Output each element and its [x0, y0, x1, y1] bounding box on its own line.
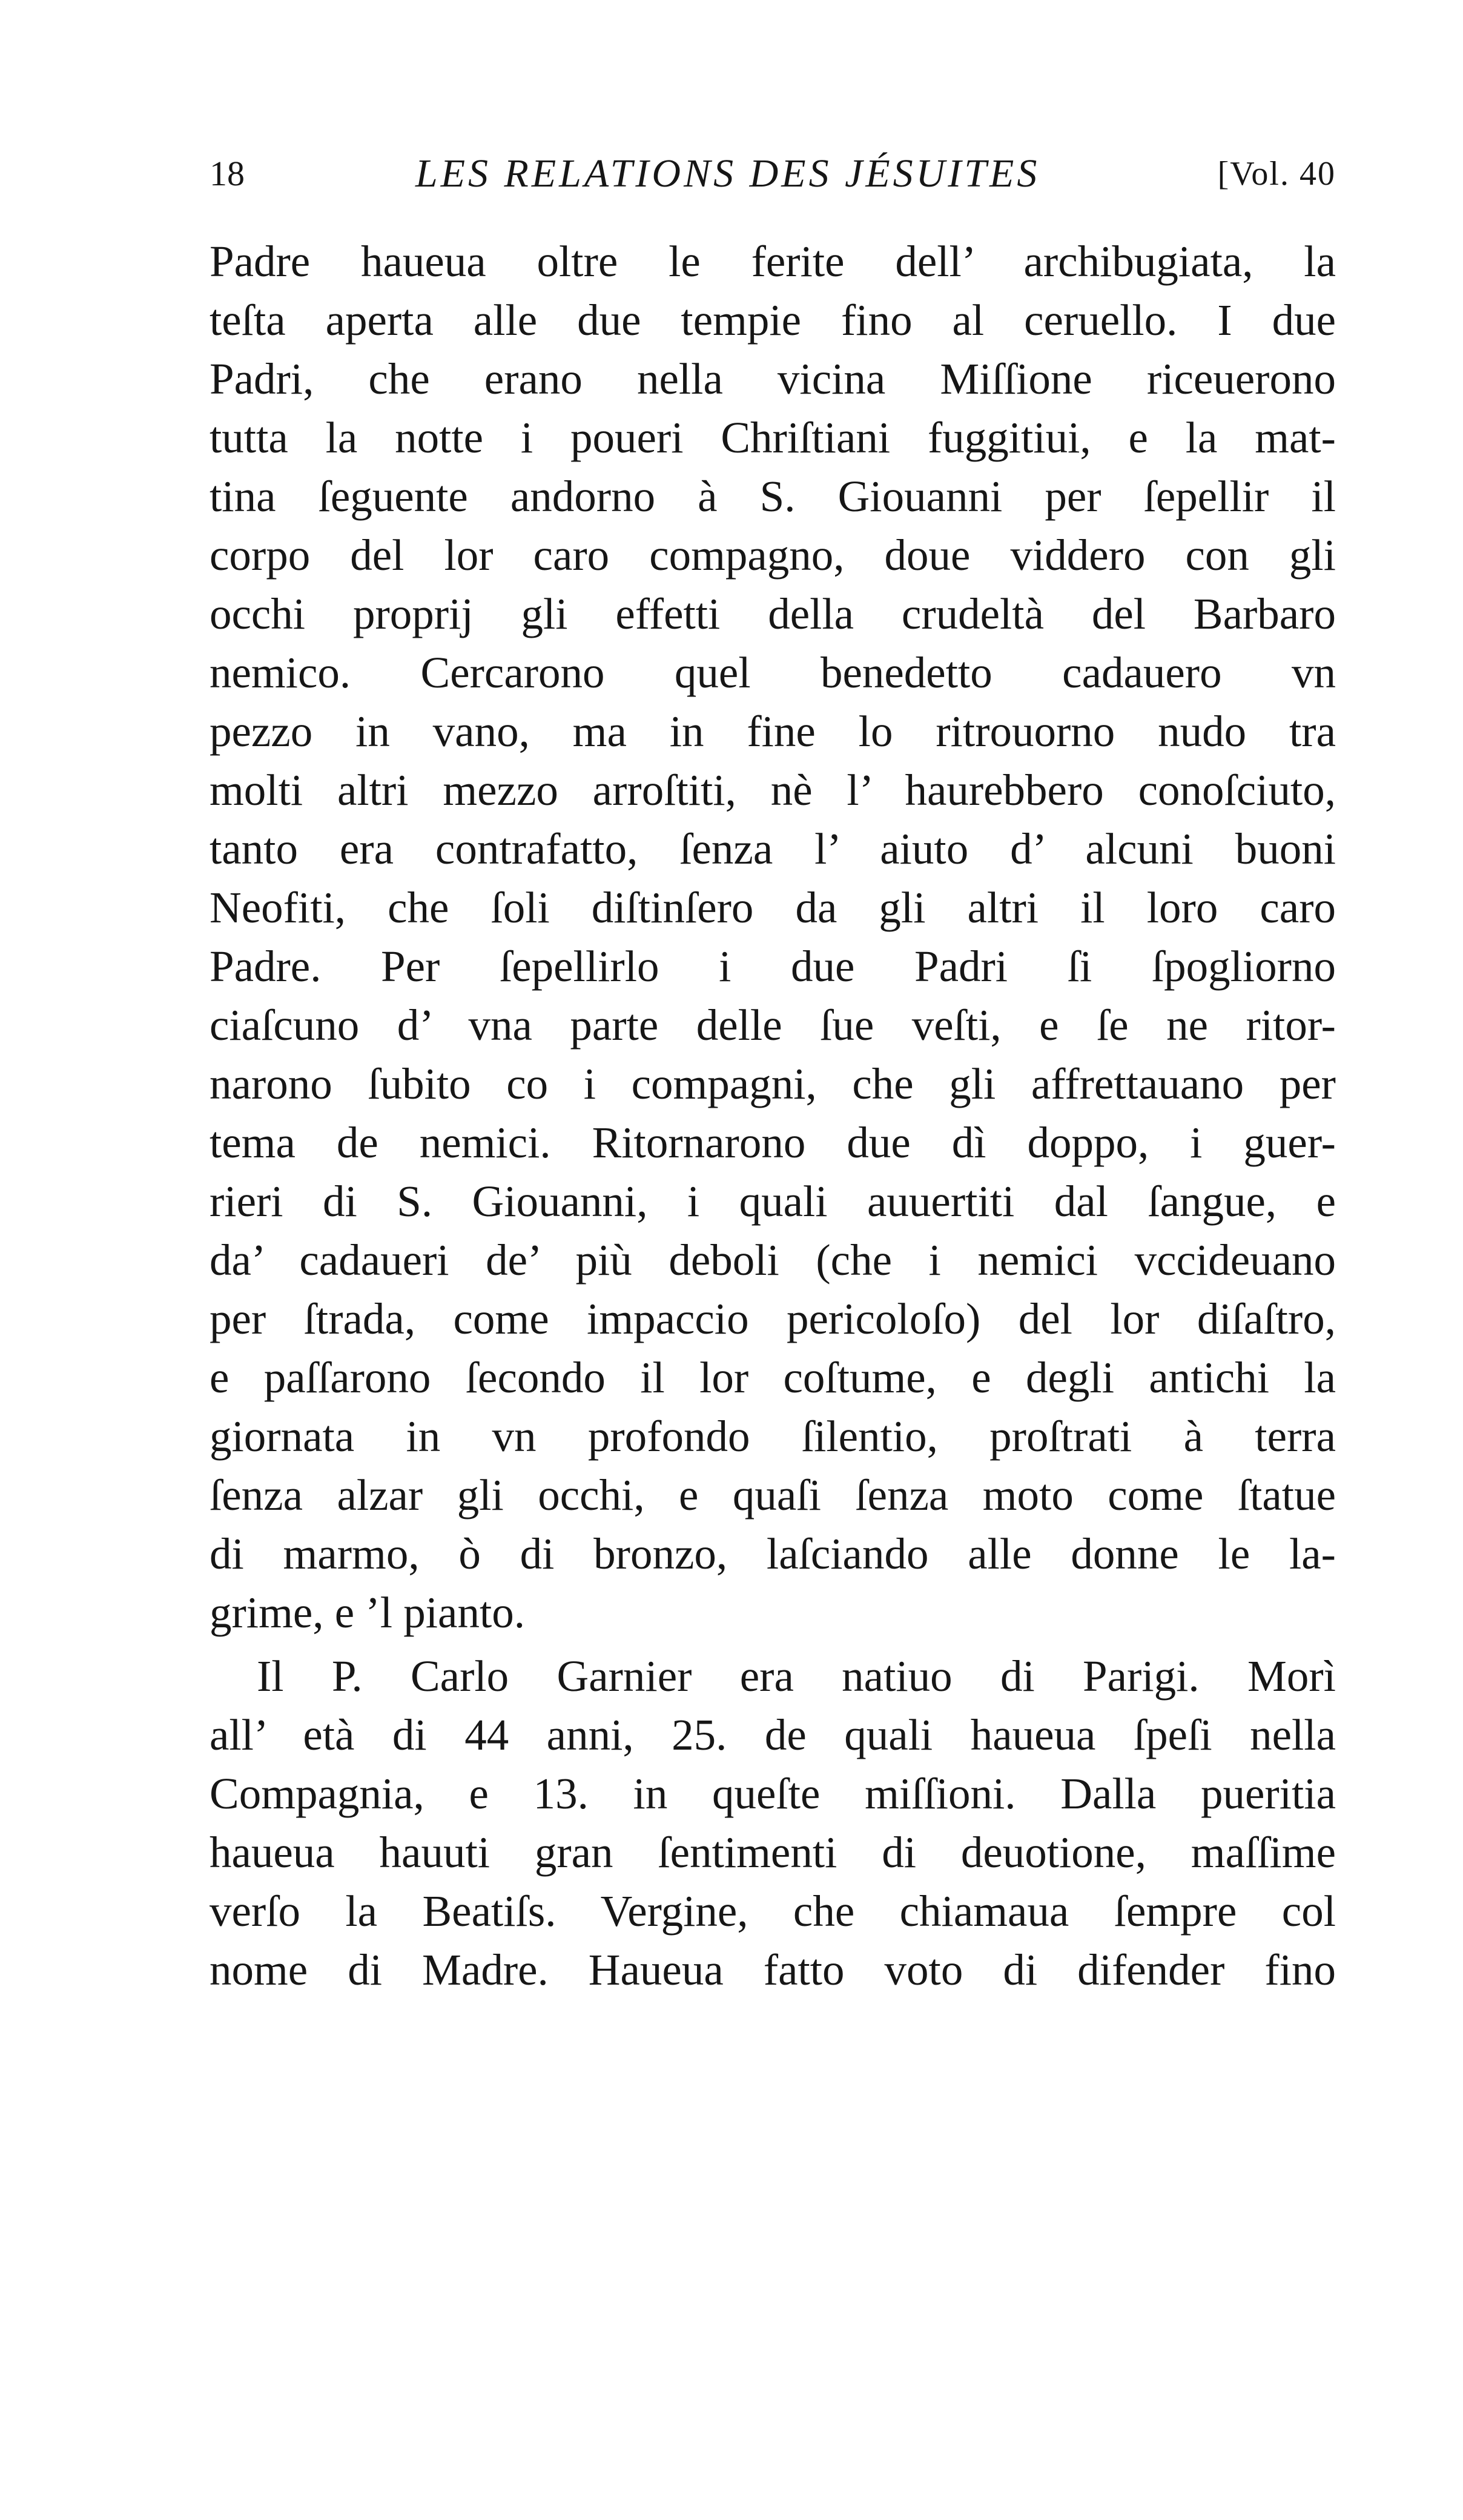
text-line: Il P. Carlo Garnier era natiuo di Parigi. Morì — [257, 1652, 1336, 1701]
text-line: rieri di S. Giouanni, i quali auuertiti dal ſangue, e — [210, 1177, 1336, 1226]
text-line: di marmo, ò di bronzo, laſciando alle donne le la- — [210, 1529, 1336, 1578]
volume-label: [Vol. 40 — [1217, 155, 1336, 193]
text-line: Padre haueua oltre le ferite dell’ archibugiata, la — [210, 237, 1336, 286]
text-line: Compagnia, e 13. in queſte miſſioni. Dalla pueritia — [210, 1769, 1336, 1818]
text-line: per ſtrada, come impaccio pericoloſo) del lor diſaſtro, — [210, 1294, 1336, 1343]
text-line: occhi proprij gli effetti della crudeltà del Barbaro — [210, 589, 1336, 638]
text-line: ciaſcuno d’ vna parte delle ſue veſti, e ſe ne ritor- — [210, 1000, 1336, 1050]
text-line: tutta la notte i poueri Chriſtiani fuggitiui, e la mat- — [210, 413, 1336, 462]
text-line: corpo del lor caro compagno, doue viddero con gli — [210, 531, 1336, 580]
text-line: Neofiti, che ſoli diſtinſero da gli altri il loro caro — [210, 883, 1336, 932]
body-text — [210, 232, 1336, 1999]
paragraph — [210, 1647, 1336, 1999]
running-header — [210, 147, 1336, 201]
text-line: verſo la Beatiſs. Vergine, che chiamaua ſempre col — [210, 1887, 1336, 1936]
paragraph — [210, 232, 1336, 1642]
text-line: pezzo in vano, ma in fine lo ritrouorno nudo tra — [210, 707, 1336, 756]
text-line: tina ſeguente andorno à S. Giouanni per ſepellir il — [210, 472, 1336, 521]
text-line: da’ cadaueri de’ più deboli (che i nemici vccideuano — [210, 1235, 1336, 1285]
text-line: e paſſarono ſecondo il lor coſtume, e degli antichi la — [210, 1353, 1336, 1402]
text-line: Padri, che erano nella vicina Miſſione riceuerono — [210, 354, 1336, 403]
text-line: ſenza alzar gli occhi, e quaſi ſenza moto come ſtatue — [210, 1470, 1336, 1520]
text-line: giornata in vn profondo ſilentio, proſtrati à terra — [210, 1412, 1336, 1461]
text-line: narono ſubito co i compagni, che gli affrettauano per — [210, 1059, 1336, 1108]
text-line: molti altri mezzo arroſtiti, nè l’ haurebbero conoſciuto, — [210, 766, 1336, 815]
text-line: nemico. Cercarono quel benedetto cadauero vn — [210, 648, 1336, 697]
text-line: grime, e ’l pianto. — [210, 1588, 525, 1637]
text-line: teſta aperta alle due tempie fino al ceruello. I due — [210, 296, 1336, 345]
running-title: LES RELATIONS DES JÉSUITES — [415, 151, 1040, 196]
text-line: all’ età di 44 anni, 25. de quali haueua ſpeſi nella — [210, 1710, 1336, 1759]
page-number: 18 — [210, 154, 245, 193]
text-line: tema de nemici. Ritornarono due dì doppo, i guer- — [210, 1118, 1336, 1167]
text-line: Padre. Per ſepellirlo i due Padri ſi ſpogliorno — [210, 942, 1336, 991]
text-line: nome di Madre. Haueua fatto voto di difender fino — [210, 1945, 1336, 1994]
text-line: haueua hauuti gran ſentimenti di deuotione, maſſime — [210, 1828, 1336, 1877]
text-line: tanto era contrafatto, ſenza l’ aiuto d’ alcuni buoni — [210, 824, 1336, 873]
